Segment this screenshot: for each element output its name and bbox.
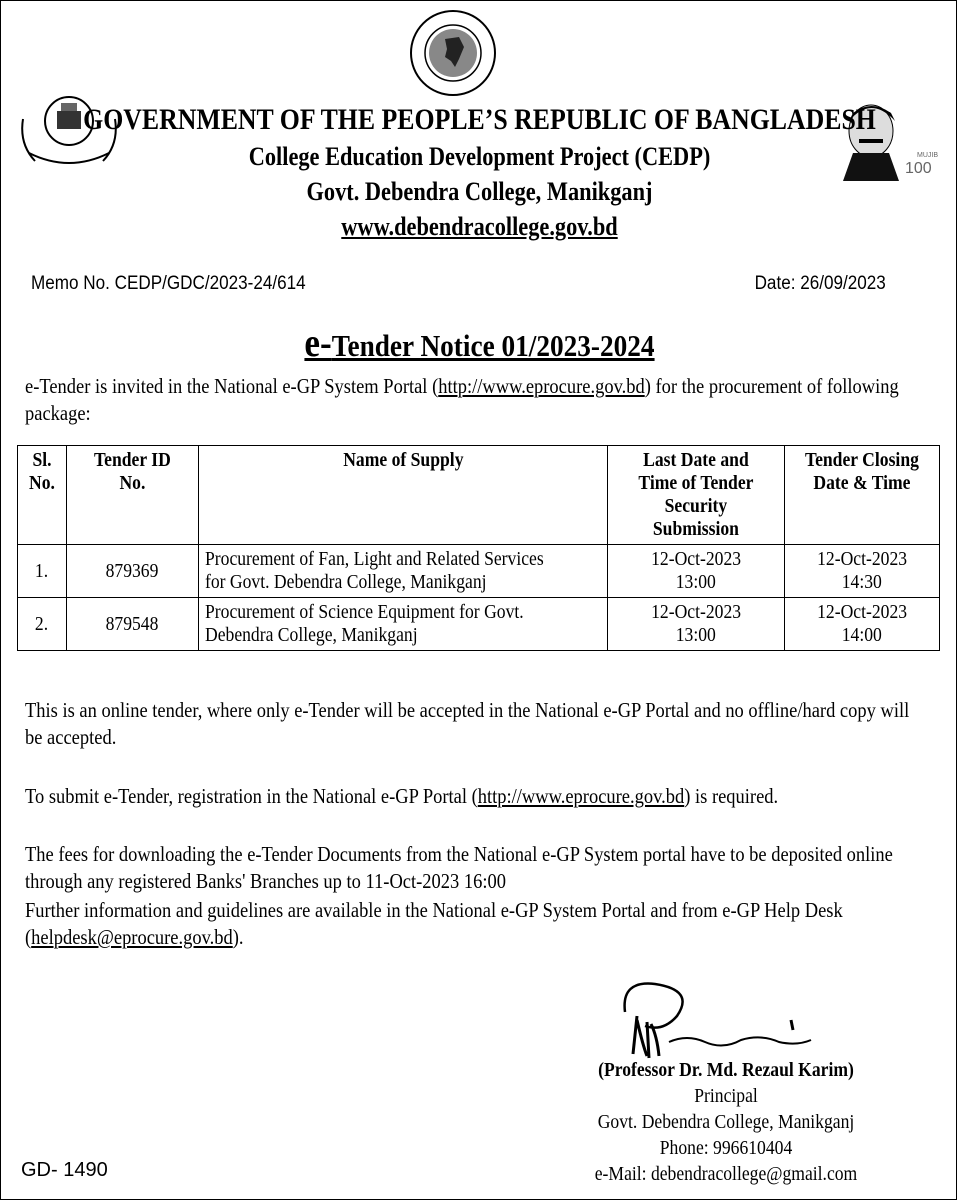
eprocure-link[interactable]: http://www.eprocure.gov.bd [438, 374, 645, 398]
row-closing: 12-Oct-2023 14:00 [785, 598, 940, 651]
row-last-date: 12-Oct-2023 13:00 [608, 598, 785, 651]
intro-paragraph: e-Tender is invited in the National e-GP System Portal (http://www.eprocure.gov.bd) for the procurement of following package: [25, 374, 899, 425]
signatory-phone: Phone: 996610404 [659, 1137, 793, 1159]
helpdesk-email-link[interactable]: helpdesk@eprocure.gov.bd [31, 925, 233, 949]
header-closing: Tender Closing Date & Time [785, 446, 940, 545]
college-heading: Govt. Debendra College, Manikganj [306, 177, 653, 206]
website-link[interactable]: www.debendracollege.gov.bd [341, 212, 618, 241]
project-heading: College Education Development Project (CEDP) [248, 142, 711, 171]
fees-paragraph: The fees for downloading the e-Tender Documents from the National e-GP System portal have to be deposited online through any registered Banks' Branches up to 11-Oct-2023 16:00 [25, 842, 893, 893]
signatory-name: (Professor Dr. Md. Rezaul Karim) [598, 1059, 854, 1081]
government-heading: GOVERNMENT OF THE PEOPLE’S REPUBLIC OF BANGLADESH [83, 103, 876, 136]
signature-icon [611, 976, 821, 1066]
notice-prefix: e- [304, 320, 332, 365]
registration-paragraph: To submit e-Tender, registration in the National e-GP Portal (http://www.eprocure.gov.bd) is required. [25, 784, 779, 808]
further-info-paragraph: Further information and guidelines are available in the National e-GP System Portal and from e-GP Help Desk (helpdesk@eprocure.gov.bd). [25, 898, 843, 949]
row-sl: 2. [18, 598, 67, 651]
registration-link[interactable]: http://www.eprocure.gov.bd [477, 784, 685, 808]
memo-number: Memo No. CEDP/GDC/2023-24/614 [31, 273, 306, 294]
table-row [18, 598, 940, 651]
row-sl: 1. [18, 545, 67, 598]
svg-text:MUJIB: MUJIB [917, 152, 938, 159]
header-tender-id: Tender ID No. [66, 446, 198, 545]
header-last-date: Last Date and Time of Tender Security Submission [608, 446, 785, 545]
row-last-date: 12-Oct-2023 13:00 [608, 545, 785, 598]
online-tender-paragraph: This is an online tender, where only e-Tender will be accepted in the National e-GP Portal and no offline/hard copy will be accepted. [25, 698, 910, 749]
memo-date: Date: 26/09/2023 [754, 273, 886, 294]
website-heading [68, 212, 891, 242]
tender-table [17, 445, 940, 651]
row-tender-id: 879369 [66, 545, 198, 598]
signatory-email: e-Mail: debendracollege@gmail.com [594, 1163, 858, 1185]
row-supply: Procurement of Fan, Light and Related Services for Govt. Debendra College, Manikganj [198, 545, 607, 598]
table-row [18, 545, 940, 598]
government-seal-icon [409, 9, 497, 97]
header-supply: Name of Supply [198, 446, 607, 545]
row-tender-id: 879548 [66, 598, 198, 651]
table-header-row [18, 446, 940, 545]
notice-title-text: Tender Notice 01/2023-2024 [331, 328, 655, 363]
notice-title [58, 319, 900, 366]
row-supply: Procurement of Science Equipment for Govt. Debendra College, Manikganj [198, 598, 607, 651]
svg-text:100: 100 [905, 160, 932, 177]
row-closing: 12-Oct-2023 14:30 [785, 545, 940, 598]
footer-code: GD- 1490 [21, 1159, 108, 1181]
header-sl: Sl. No. [18, 446, 67, 545]
signatory-college: Govt. Debendra College, Manikganj [597, 1111, 855, 1133]
signatory-title: Principal [694, 1085, 758, 1107]
